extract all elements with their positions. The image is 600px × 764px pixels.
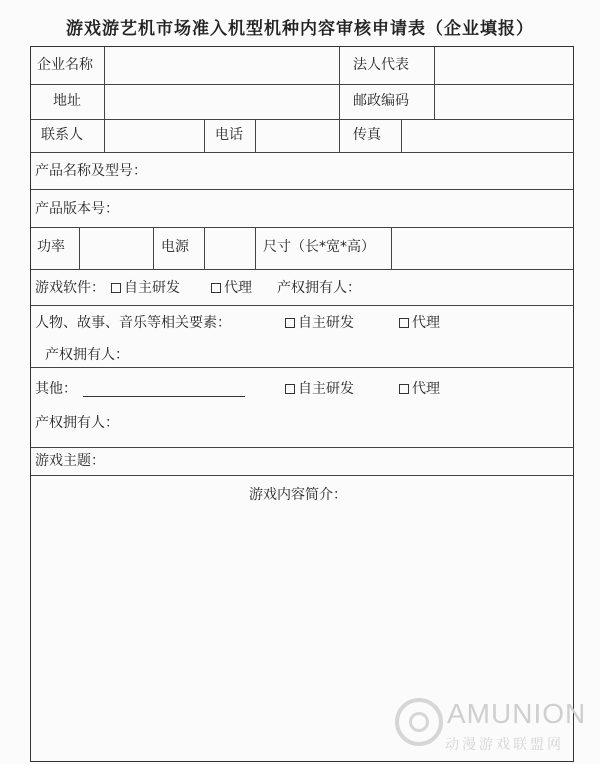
col-divider: [153, 227, 154, 269]
option-agent-other[interactable]: 代理: [399, 379, 440, 399]
label-legal-rep: 法人代表: [353, 57, 409, 73]
checkbox-icon: [211, 283, 221, 293]
row-divider: [31, 227, 573, 228]
watermark: [395, 696, 595, 760]
label-contact: 联系人: [41, 127, 83, 143]
option-self-dev-software[interactable]: 自主研发: [111, 278, 180, 298]
row-divider: [31, 152, 573, 153]
row-divider: [31, 189, 573, 190]
label-power-source: 电源: [161, 239, 189, 255]
col-divider: [255, 227, 256, 269]
checkbox-icon: [285, 318, 295, 328]
label-postal-code: 邮政编码: [353, 93, 409, 109]
label-elements: 人物、故事、音乐等相关要素：: [35, 315, 231, 331]
label-ip-owner-other: 产权拥有人：: [35, 415, 119, 431]
option-agent-elements[interactable]: 代理: [399, 313, 440, 333]
option-agent-software[interactable]: 代理: [211, 278, 252, 298]
application-form: [30, 46, 574, 762]
col-divider: [204, 227, 205, 269]
row-divider: [31, 447, 573, 448]
label-fax: 传真: [353, 127, 381, 143]
label-address: 地址: [53, 93, 81, 109]
checkbox-icon: [111, 283, 121, 293]
label-other: 其他：: [35, 381, 77, 397]
col-divider: [401, 119, 402, 152]
checkbox-icon: [399, 384, 409, 394]
label-product-model: 产品名称及型号：: [35, 163, 147, 179]
other-underline[interactable]: [83, 396, 245, 397]
label-game-theme: 游戏主题：: [35, 453, 105, 469]
option-self-dev-elements[interactable]: 自主研发: [285, 313, 354, 333]
label-company-name: 企业名称: [37, 57, 93, 73]
row-divider: [31, 367, 573, 368]
col-divider: [339, 47, 340, 119]
label-product-version: 产品版本号：: [35, 201, 119, 217]
col-divider: [104, 119, 105, 152]
label-power: 功率: [37, 239, 65, 255]
col-divider: [339, 119, 340, 152]
row-divider: [31, 119, 573, 120]
col-divider: [79, 227, 80, 269]
watermark-subtitle: 动漫游戏联盟网: [445, 737, 564, 753]
watermark-brand: AMUNION: [447, 698, 587, 729]
label-ip-owner-software: 产权拥有人：: [277, 280, 361, 296]
form-title: 游戏游艺机市场准入机型机种内容审核申请表（企业填报）: [66, 19, 534, 39]
col-divider: [255, 119, 256, 152]
checkbox-icon: [285, 384, 295, 394]
amunion-logo-icon: [395, 698, 443, 746]
label-game-software: 游戏软件：: [35, 280, 105, 296]
col-divider: [434, 47, 435, 119]
row-divider: [31, 305, 573, 306]
label-size: 尺寸（长*宽*高）: [263, 239, 375, 255]
row-divider: [31, 475, 573, 476]
label-phone: 电话: [215, 127, 243, 143]
row-divider: [31, 269, 573, 270]
col-divider: [204, 119, 205, 152]
col-divider: [104, 47, 105, 119]
label-ip-owner-elements: 产权拥有人：: [45, 347, 129, 363]
checkbox-icon: [399, 318, 409, 328]
option-self-dev-other[interactable]: 自主研发: [285, 379, 354, 399]
row-divider: [31, 84, 573, 85]
label-game-intro: 游戏内容简介：: [249, 487, 347, 503]
col-divider: [391, 227, 392, 269]
